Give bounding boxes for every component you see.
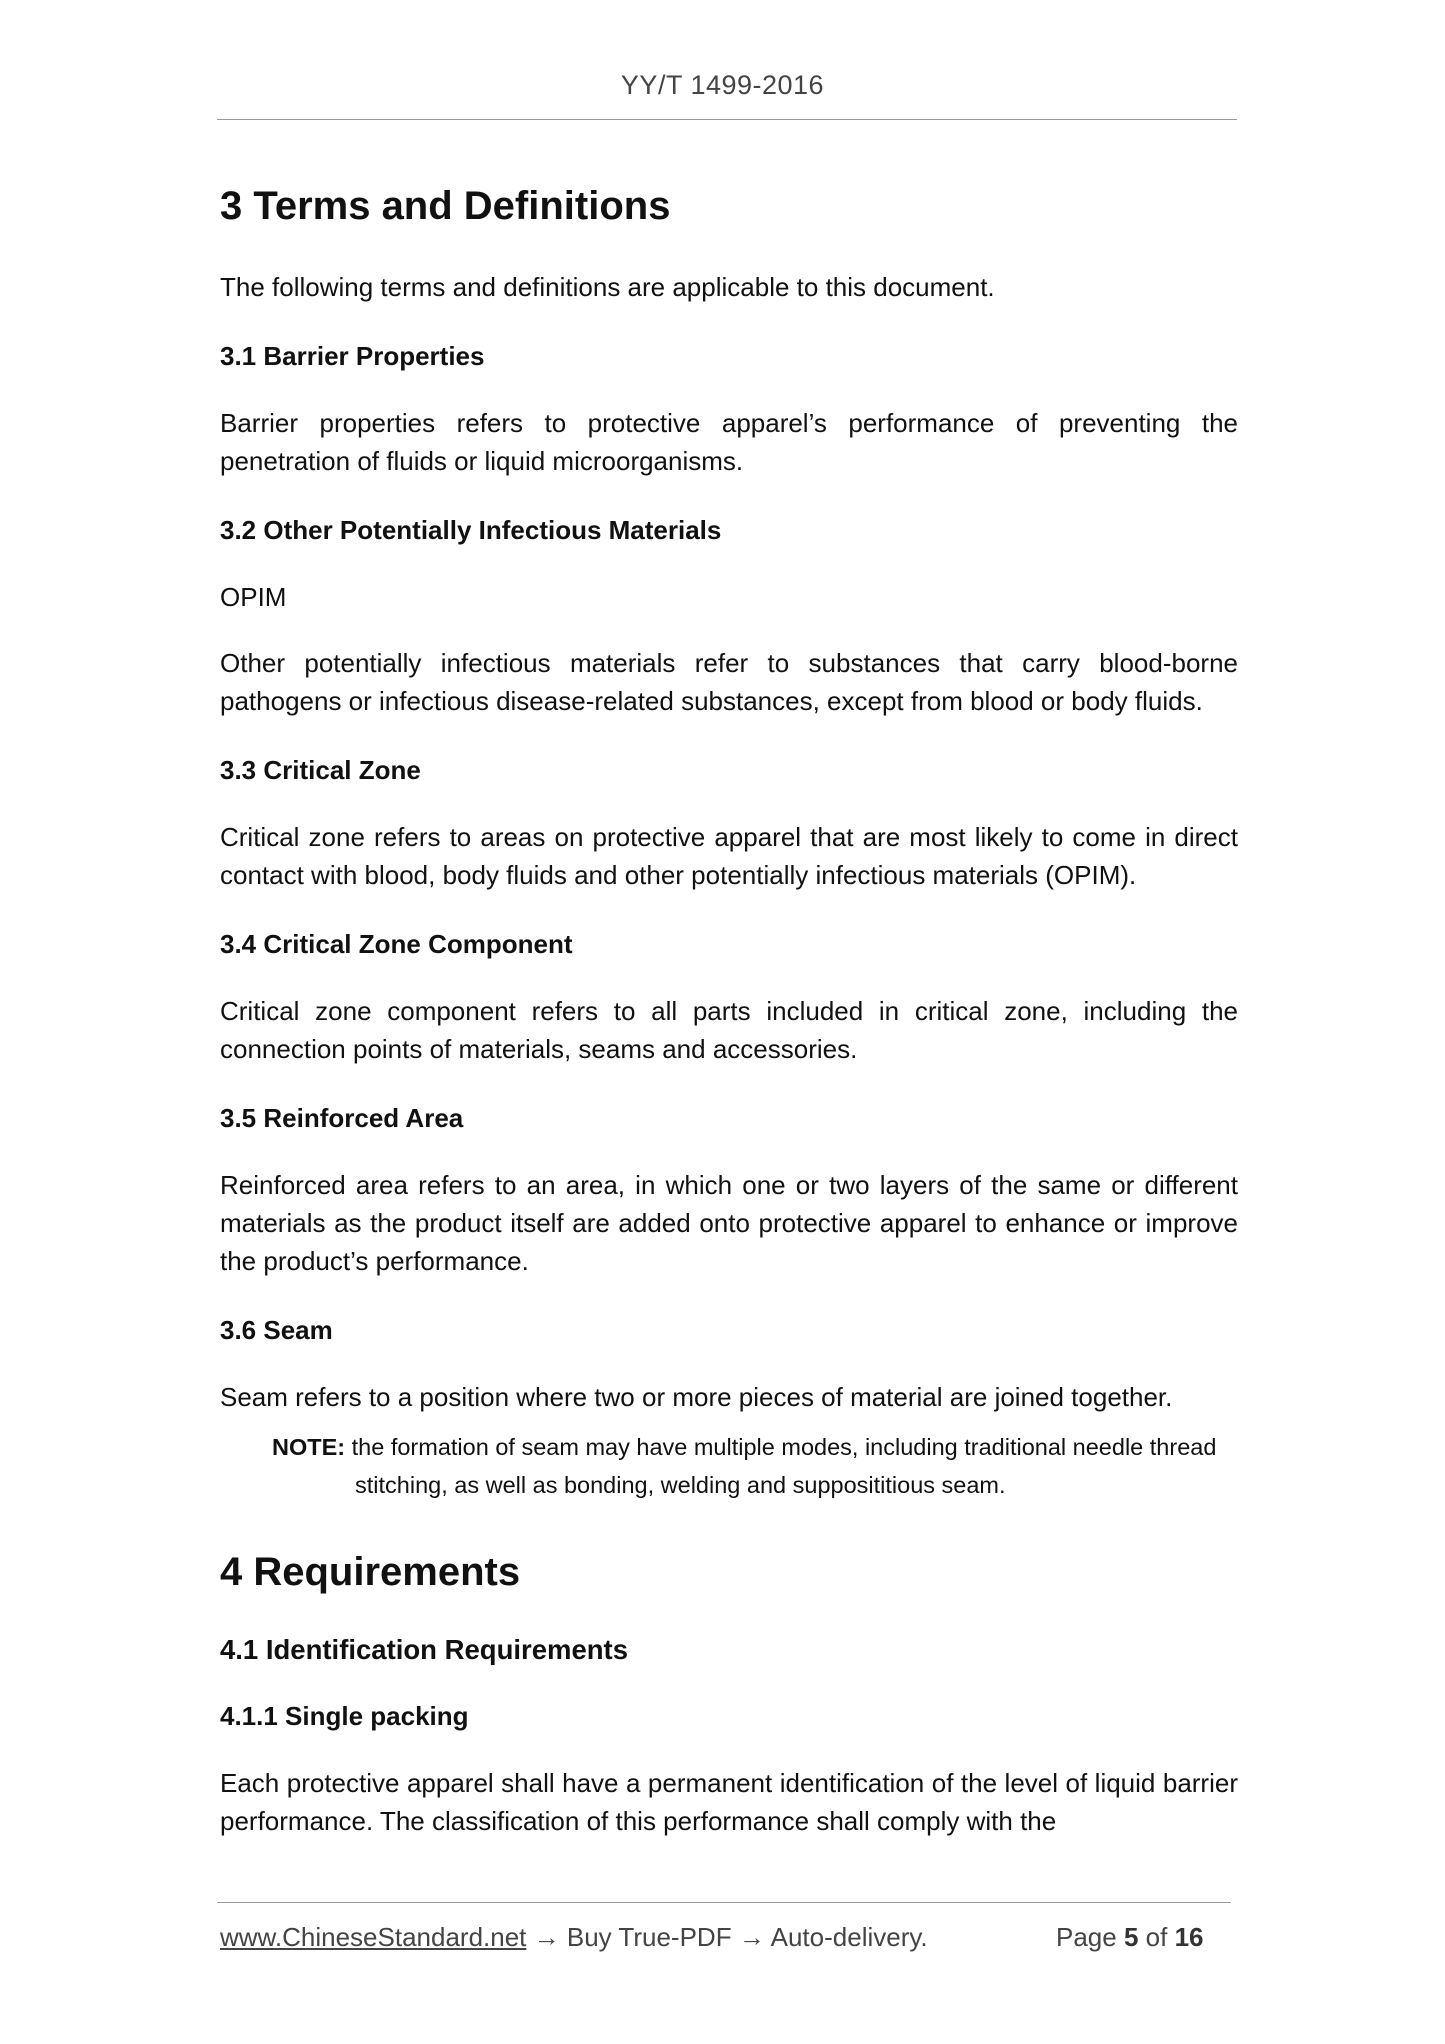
term-3-5-heading: 3.5 Reinforced Area xyxy=(220,1103,464,1133)
section-4-1-1-heading: 4.1.1 Single packing xyxy=(220,1701,469,1731)
term-3-1-heading: 3.1 Barrier Properties xyxy=(220,341,485,371)
term-3-3-heading: 3.3 Critical Zone xyxy=(220,755,421,785)
footer-left xyxy=(220,1922,928,1953)
term-3-2-body: Other potentially infectious materials refer to substances that carry blood-borne pathogens or infectious disease-related substances, except from blood or body fluids. xyxy=(220,648,1238,716)
term-3-6-body: Seam refers to a position where two or more pieces of material are joined together. xyxy=(220,1382,1173,1412)
footer-buy-text: Buy True-PDF xyxy=(566,1922,732,1952)
page-number: 5 xyxy=(1123,1922,1139,1952)
section-4-1-heading: 4.1 Identification Requirements xyxy=(220,1634,629,1665)
term-3-6-heading: 3.6 Seam xyxy=(220,1315,333,1345)
of-word: of xyxy=(1145,1922,1168,1952)
arrow-icon: → xyxy=(738,1922,765,1952)
section-3-title: 3 Terms and Definitions xyxy=(220,184,671,228)
term-3-3-body: Critical zone refers to areas on protective apparel that are most likely to come in direct contact with blood, body fluids and other potentially infectious materials (OPIM). xyxy=(220,822,1238,890)
section-4-1-1-body: Each protective apparel shall have a permanent identification of the level of liquid barrier performance. The classification of this performance shall comply with the xyxy=(220,1768,1238,1836)
note-line-2: stitching, as well as bonding, welding and supposititious seam. xyxy=(355,1472,1006,1498)
footer-page-indicator xyxy=(1056,1922,1204,1953)
section-4-title: 4 Requirements xyxy=(220,1550,521,1594)
page-word: Page xyxy=(1056,1922,1117,1952)
term-3-6-note xyxy=(272,1428,1238,1504)
header-rule xyxy=(217,119,1237,120)
arrow-icon: → xyxy=(533,1922,560,1952)
footer-delivery-text: Auto-delivery. xyxy=(770,1922,928,1952)
section-3-intro: The following terms and definitions are applicable to this document. xyxy=(220,272,995,302)
footer-rule xyxy=(217,1902,1231,1903)
term-3-4-body: Critical zone component refers to all parts included in critical zone, including the connection points of materials, seams and accessories. xyxy=(220,996,1238,1064)
header-doc-code: YY/T 1499-2016 xyxy=(620,70,825,100)
term-3-5-body: Reinforced area refers to an area, in which one or two layers of the same or different materials as the product itself are added onto protective apparel to enhance or improve the product’s performance. xyxy=(220,1170,1238,1276)
term-3-1-body: Barrier properties refers to protective apparel’s performance of preventing the penetration of fluids or liquid microorganisms. xyxy=(220,408,1238,476)
term-3-2-heading: 3.2 Other Potentially Infectious Materials xyxy=(220,515,722,545)
term-3-2-abbr: OPIM xyxy=(220,582,287,612)
page-total: 16 xyxy=(1174,1922,1204,1952)
note-label: NOTE: xyxy=(272,1434,346,1460)
page-content xyxy=(220,178,1238,1840)
term-3-4-heading: 3.4 Critical Zone Component xyxy=(220,929,573,959)
note-line-1: the formation of seam may have multiple modes, including traditional needle thread xyxy=(351,1434,1217,1460)
footer-site-link[interactable]: www.ChineseStandard.net xyxy=(220,1922,527,1952)
